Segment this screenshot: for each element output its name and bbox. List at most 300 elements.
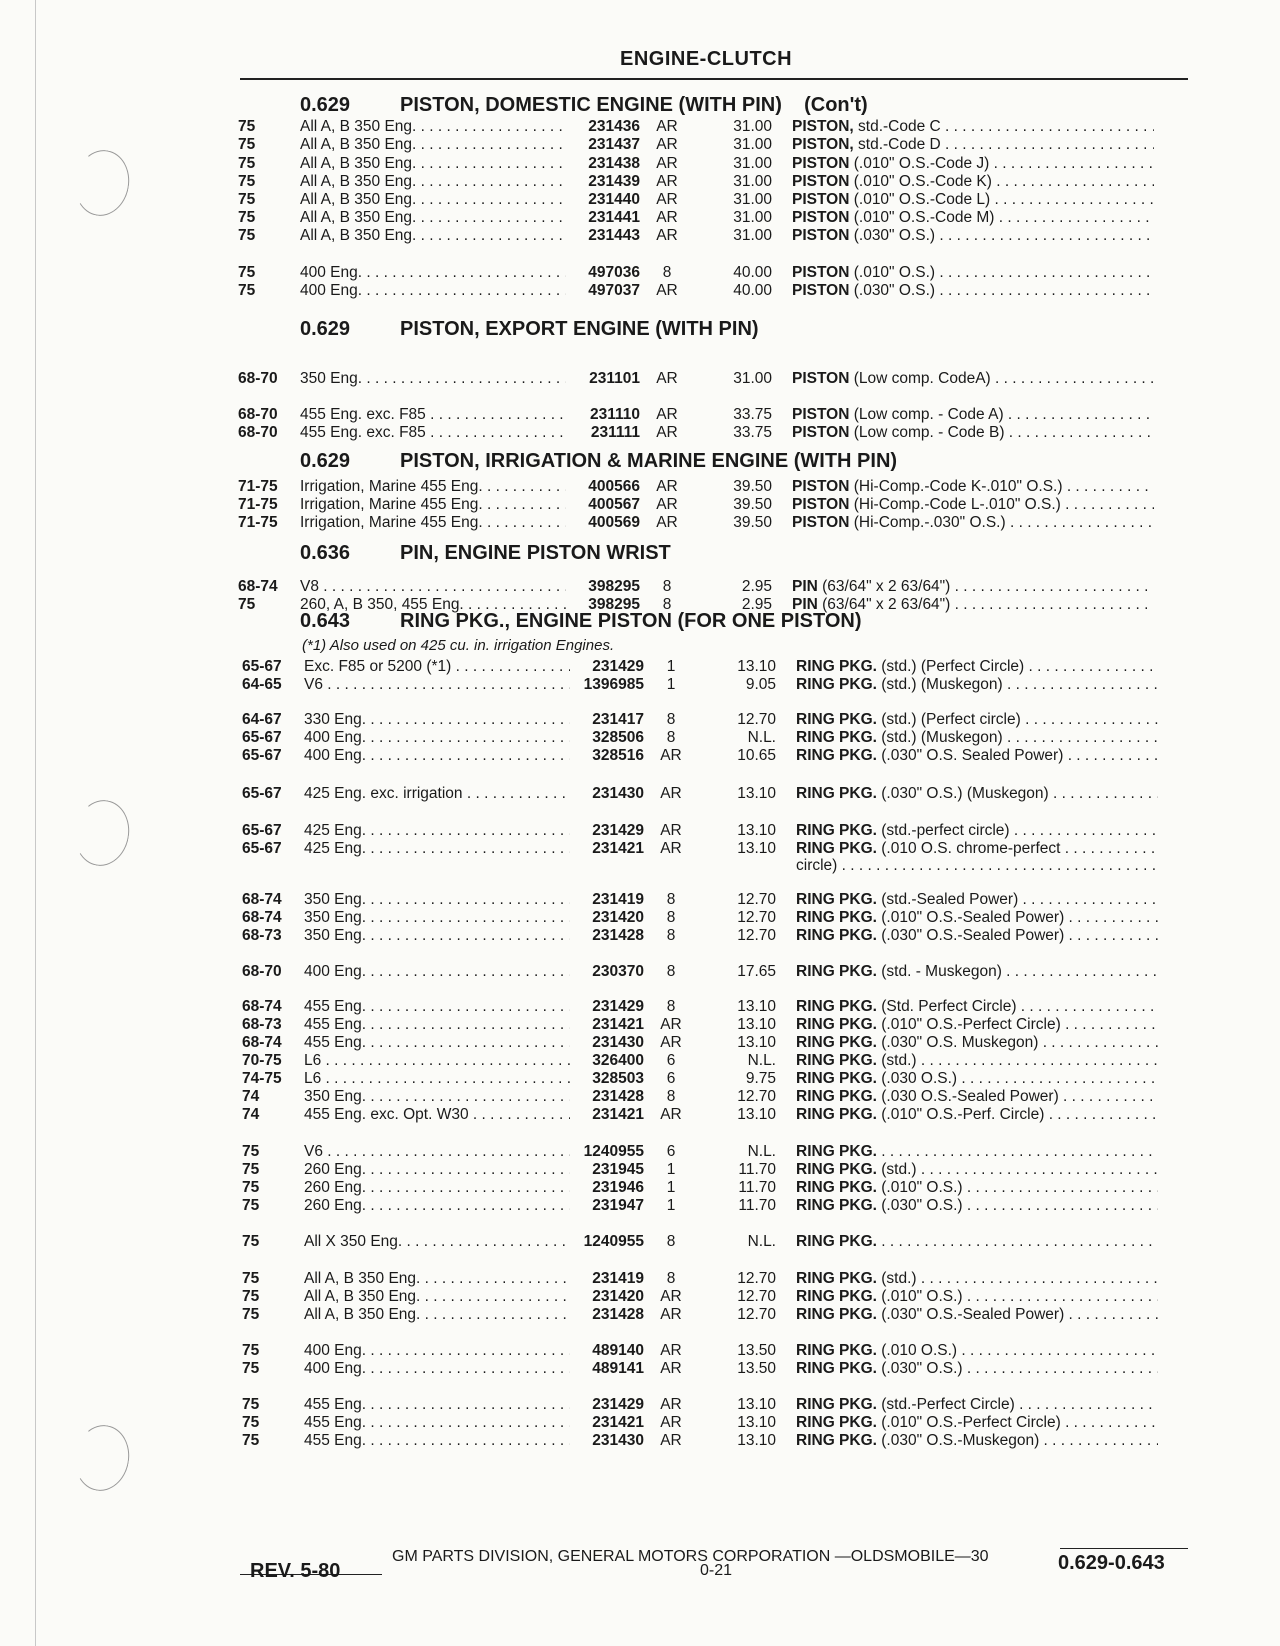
table-row bbox=[242, 1106, 1182, 1124]
part-number: 231111 bbox=[590, 424, 640, 441]
description-detail: (std.) (Perfect Circle) bbox=[876, 658, 1025, 675]
table-row bbox=[242, 1432, 1182, 1450]
price: N.L. bbox=[747, 729, 776, 746]
price: 31.00 bbox=[733, 370, 772, 387]
quantity: AR bbox=[656, 282, 678, 299]
model-year: 75 bbox=[238, 282, 256, 299]
section-note: (*1) Also used on 425 cu. in. irrigation Engines. bbox=[302, 637, 615, 654]
model-year: 75 bbox=[242, 1179, 260, 1196]
price: N.L. bbox=[747, 1052, 776, 1069]
part-number: 231945 bbox=[592, 1161, 644, 1178]
table-row bbox=[242, 711, 1182, 729]
price: 40.00 bbox=[733, 282, 772, 299]
quantity: AR bbox=[660, 1288, 682, 1305]
description-detail: (63/64" x 2 63/64") bbox=[817, 578, 951, 595]
quantity: AR bbox=[656, 118, 678, 135]
description-detail: (.010" O.S.-Code L) bbox=[849, 191, 991, 208]
application: All A, B 350 Eng. . . . bbox=[300, 209, 566, 227]
part-number: 230370 bbox=[592, 963, 644, 980]
model-year: 68-73 bbox=[242, 1016, 282, 1033]
description-name: RING PKG. bbox=[796, 1052, 877, 1069]
punch-hole bbox=[70, 796, 135, 870]
description bbox=[796, 1143, 1158, 1161]
margin-line bbox=[35, 0, 36, 1646]
model-year: 71-75 bbox=[238, 478, 278, 495]
description-name: PISTON bbox=[792, 406, 850, 423]
quantity: AR bbox=[660, 1106, 682, 1123]
part-number: 400569 bbox=[588, 514, 640, 531]
description-detail: (.010" O.S.-Code K) bbox=[849, 173, 992, 190]
group-range: 0.629-0.643 bbox=[1058, 1552, 1165, 1574]
table-row bbox=[238, 478, 1178, 496]
table-row bbox=[242, 676, 1182, 694]
table-row bbox=[242, 1088, 1182, 1106]
part-number: 231420 bbox=[592, 909, 644, 926]
price: 40.00 bbox=[733, 264, 772, 281]
description bbox=[796, 1179, 1158, 1197]
application: 260 Eng. . . . bbox=[304, 1161, 570, 1179]
description-detail: (std.) (Muskegon) bbox=[876, 729, 1003, 746]
model-year: 68-74 bbox=[242, 998, 282, 1015]
description-name: RING PKG. bbox=[796, 1342, 877, 1359]
description-name: RING PKG. bbox=[796, 1197, 877, 1214]
quantity: AR bbox=[660, 1414, 682, 1431]
part-number: 489141 bbox=[592, 1360, 644, 1377]
quantity: 1 bbox=[666, 676, 676, 693]
part-number: 231101 bbox=[589, 370, 640, 387]
quantity: AR bbox=[656, 496, 678, 513]
description bbox=[796, 1288, 1158, 1306]
application: 400 Eng. . . . bbox=[300, 264, 566, 282]
quantity: AR bbox=[656, 424, 678, 441]
part-number: 231443 bbox=[588, 227, 640, 244]
description-name: PISTON bbox=[792, 173, 850, 190]
table-row bbox=[242, 840, 1182, 858]
description bbox=[792, 227, 1154, 245]
description bbox=[796, 1342, 1158, 1360]
application: 400 Eng. . . . bbox=[304, 1360, 570, 1378]
model-year: 70-75 bbox=[242, 1052, 282, 1069]
section-number: 0.629 bbox=[300, 450, 351, 472]
description bbox=[796, 658, 1158, 676]
quantity: 8 bbox=[666, 963, 676, 980]
price: 33.75 bbox=[733, 424, 772, 441]
description bbox=[796, 1360, 1158, 1378]
table-row bbox=[238, 264, 1178, 282]
quantity: 6 bbox=[666, 1070, 676, 1087]
table-row bbox=[242, 1270, 1182, 1288]
punch-hole bbox=[70, 1421, 135, 1495]
application: All A, B 350 Eng. . . . bbox=[300, 155, 566, 173]
model-year: 75 bbox=[242, 1161, 260, 1178]
description bbox=[792, 578, 1154, 596]
part-number: 231947 bbox=[592, 1197, 644, 1214]
model-year: 64-65 bbox=[242, 676, 282, 693]
application: 425 Eng. . . . bbox=[304, 840, 570, 858]
part-number: 231428 bbox=[592, 927, 644, 944]
price: 31.00 bbox=[733, 209, 772, 226]
description-detail: (Low comp. - Code A) bbox=[849, 406, 1004, 423]
table-row bbox=[242, 857, 1182, 875]
part-number: 328516 bbox=[592, 747, 644, 764]
description-detail: (63/64" x 2 63/64") bbox=[817, 596, 951, 613]
quantity: 1 bbox=[666, 1197, 676, 1214]
description-name: RING PKG. bbox=[796, 891, 877, 908]
application: Irrigation, Marine 455 Eng. . . . bbox=[300, 496, 566, 514]
price: 13.10 bbox=[737, 1106, 776, 1123]
quantity: 8 bbox=[666, 909, 676, 926]
quantity: AR bbox=[656, 136, 678, 153]
section-title: PISTON, EXPORT ENGINE (WITH PIN) bbox=[400, 318, 759, 340]
description-name: RING PKG. bbox=[796, 785, 877, 802]
description-name: PISTON bbox=[792, 424, 850, 441]
quantity: AR bbox=[660, 1034, 682, 1051]
model-year: 75 bbox=[238, 227, 256, 244]
description-name: RING PKG. bbox=[796, 1233, 877, 1250]
section-title: PISTON, DOMESTIC ENGINE (WITH PIN) (Con't) bbox=[400, 94, 868, 116]
model-year: 75 bbox=[242, 1360, 260, 1377]
model-year: 75 bbox=[242, 1306, 260, 1323]
application: 260 Eng. . . . bbox=[304, 1197, 570, 1215]
quantity: AR bbox=[656, 370, 678, 387]
application: 455 Eng. exc. F85 . . . bbox=[300, 406, 566, 424]
price: 39.50 bbox=[733, 514, 772, 531]
part-number: 231441 bbox=[588, 209, 640, 226]
model-year: 75 bbox=[242, 1432, 260, 1449]
description bbox=[796, 1052, 1158, 1070]
section-number: 0.636 bbox=[300, 542, 351, 564]
price: 11.70 bbox=[738, 1161, 776, 1178]
description-detail: (.010" O.S.-Sealed Power) bbox=[876, 909, 1065, 926]
table-row bbox=[242, 998, 1182, 1016]
part-number: 231419 bbox=[592, 891, 644, 908]
model-year: 74 bbox=[242, 1088, 260, 1105]
table-row bbox=[238, 424, 1178, 442]
application: V6 . . . bbox=[304, 676, 570, 694]
model-year: 74 bbox=[242, 1106, 260, 1123]
model-year: 75 bbox=[242, 1288, 260, 1305]
table-row bbox=[238, 406, 1178, 424]
application: 350 Eng. . . . bbox=[300, 370, 566, 388]
price: 9.05 bbox=[745, 676, 776, 693]
part-number: 231439 bbox=[588, 173, 640, 190]
part-number: 497037 bbox=[588, 282, 640, 299]
price: 2.95 bbox=[741, 596, 772, 613]
quantity: 8 bbox=[666, 998, 676, 1015]
price: 2.95 bbox=[741, 578, 772, 595]
description bbox=[796, 857, 1158, 875]
description-detail: (std. - Muskegon) bbox=[876, 963, 1002, 980]
application: 425 Eng. . . . bbox=[304, 822, 570, 840]
section-heading bbox=[300, 610, 862, 633]
part-number: 1396985 bbox=[583, 676, 644, 693]
table-row bbox=[238, 118, 1178, 136]
application: All A, B 350 Eng. . . . bbox=[300, 118, 566, 136]
quantity: AR bbox=[660, 1306, 682, 1323]
description-detail: (.010" O.S.-Code M) bbox=[849, 209, 995, 226]
quantity: AR bbox=[656, 514, 678, 531]
quantity: 6 bbox=[666, 1052, 676, 1069]
model-year: 68-70 bbox=[238, 370, 278, 387]
description bbox=[792, 118, 1154, 136]
application: 350 Eng. . . . bbox=[304, 909, 570, 927]
application: L6 . . . bbox=[304, 1052, 570, 1070]
description bbox=[796, 998, 1158, 1016]
table-row bbox=[242, 785, 1182, 803]
description-name: RING PKG. bbox=[796, 909, 877, 926]
description bbox=[792, 370, 1154, 388]
model-year: 68-74 bbox=[242, 891, 282, 908]
description-name: RING PKG. bbox=[796, 1288, 877, 1305]
description-name: PISTON bbox=[792, 264, 850, 281]
table-row bbox=[238, 155, 1178, 173]
quantity: AR bbox=[656, 478, 678, 495]
description-detail: (.030" O.S.) bbox=[849, 282, 936, 299]
part-number: 326400 bbox=[592, 1052, 644, 1069]
price: 11.70 bbox=[738, 1197, 776, 1214]
quantity: AR bbox=[656, 209, 678, 226]
model-year: 65-67 bbox=[242, 840, 282, 857]
price: 12.70 bbox=[737, 891, 776, 908]
description-detail: (std.) bbox=[876, 1161, 917, 1178]
price: 13.10 bbox=[737, 1414, 776, 1431]
description bbox=[796, 1233, 1158, 1251]
price: 9.75 bbox=[745, 1070, 776, 1087]
table-row bbox=[242, 1016, 1182, 1034]
application: 330 Eng. . . . bbox=[304, 711, 570, 729]
quantity: 1 bbox=[666, 1179, 676, 1196]
part-number: 231419 bbox=[592, 1270, 644, 1287]
price: 12.70 bbox=[737, 1088, 776, 1105]
description bbox=[792, 496, 1154, 514]
model-year: 68-74 bbox=[242, 909, 282, 926]
application: All A, B 350 Eng. . . . bbox=[304, 1288, 570, 1306]
quantity: AR bbox=[660, 840, 682, 857]
table-row bbox=[242, 1161, 1182, 1179]
description-name: RING PKG. bbox=[796, 927, 877, 944]
price: 13.10 bbox=[737, 1396, 776, 1413]
description bbox=[796, 1161, 1158, 1179]
description bbox=[796, 1432, 1158, 1450]
description bbox=[792, 514, 1154, 532]
part-number: 231417 bbox=[592, 711, 644, 728]
description bbox=[796, 676, 1158, 694]
description-detail: (.030 O.S.) bbox=[876, 1070, 958, 1087]
model-year: 75 bbox=[242, 1270, 260, 1287]
description-detail: (.010" O.S.-Perfect Circle) bbox=[876, 1016, 1061, 1033]
description-detail: (.030" O.S. Sealed Power) bbox=[876, 747, 1064, 764]
description-detail: (Low comp. CodeA) bbox=[849, 370, 991, 387]
model-year: 65-67 bbox=[242, 658, 282, 675]
price: N.L. bbox=[747, 1143, 776, 1160]
description-detail: (.030 O.S.-Sealed Power) bbox=[876, 1088, 1059, 1105]
model-year: 65-67 bbox=[242, 729, 282, 746]
table-row bbox=[242, 1342, 1182, 1360]
application: All A, B 350 Eng. . . . bbox=[304, 1270, 570, 1288]
description-detail: (std.-Perfect Circle) bbox=[876, 1396, 1015, 1413]
description-name: PISTON, bbox=[792, 118, 854, 135]
table-row bbox=[238, 209, 1178, 227]
description-detail: (Hi-Comp.-Code L-.010" O.S.) bbox=[849, 496, 1061, 513]
table-row bbox=[242, 1306, 1182, 1324]
quantity: AR bbox=[660, 1360, 682, 1377]
description bbox=[792, 155, 1154, 173]
description bbox=[796, 909, 1158, 927]
table-row bbox=[238, 136, 1178, 154]
description bbox=[792, 173, 1154, 191]
description bbox=[792, 191, 1154, 209]
description-name: PISTON, bbox=[792, 136, 854, 153]
part-number: 231421 bbox=[592, 1016, 644, 1033]
application: 400 Eng. . . . bbox=[304, 729, 570, 747]
part-number: 398295 bbox=[588, 596, 640, 613]
footer-publisher: GM PARTS DIVISION, GENERAL MOTORS CORPORATION —OLDSMOBILE—30 bbox=[392, 1548, 989, 1565]
description-name: RING PKG. bbox=[796, 822, 877, 839]
description-detail: (Hi-Comp.-.030" O.S.) bbox=[849, 514, 1006, 531]
description-name: PISTON bbox=[792, 209, 850, 226]
description-name: PISTON bbox=[792, 496, 850, 513]
description-detail: (Hi-Comp.-Code K-.010" O.S.) bbox=[849, 478, 1063, 495]
quantity: AR bbox=[660, 1396, 682, 1413]
quantity: 8 bbox=[666, 891, 676, 908]
part-number: 398295 bbox=[588, 578, 640, 595]
description-detail: (std.) bbox=[876, 1270, 917, 1287]
description bbox=[792, 136, 1154, 154]
application: All A, B 350 Eng. . . . bbox=[300, 191, 566, 209]
table-row bbox=[238, 191, 1178, 209]
quantity: 8 bbox=[666, 1233, 676, 1250]
application: 425 Eng. exc. irrigation . . . bbox=[304, 785, 570, 803]
table-row bbox=[242, 1197, 1182, 1215]
description-name: RING PKG. bbox=[796, 1179, 877, 1196]
model-year: 75 bbox=[238, 596, 256, 613]
part-number: 231429 bbox=[592, 998, 644, 1015]
application: All A, B 350 Eng. . . . bbox=[304, 1306, 570, 1324]
section-title: PIN, ENGINE PISTON WRIST bbox=[400, 542, 671, 564]
price: 10.65 bbox=[737, 747, 776, 764]
application: 455 Eng. exc. F85 . . . bbox=[300, 424, 566, 442]
section-number: 0.629 bbox=[300, 94, 351, 116]
description-detail: (.030" O.S.-Sealed Power) bbox=[876, 927, 1065, 944]
part-number: 231421 bbox=[592, 840, 644, 857]
quantity: 1 bbox=[666, 658, 676, 675]
description-name: RING PKG. bbox=[796, 1396, 877, 1413]
description-name: RING PKG. bbox=[796, 840, 877, 857]
price: 39.50 bbox=[733, 478, 772, 495]
part-number: 231438 bbox=[588, 155, 640, 172]
price: 13.10 bbox=[737, 785, 776, 802]
table-row bbox=[238, 370, 1178, 388]
punch-hole bbox=[70, 146, 135, 220]
part-number: 497036 bbox=[588, 264, 640, 281]
description-name: PISTON bbox=[792, 227, 850, 244]
quantity: 8 bbox=[666, 729, 676, 746]
table-row bbox=[242, 1288, 1182, 1306]
part-number: 489140 bbox=[592, 1342, 644, 1359]
description-detail: (std.) (Perfect circle) bbox=[876, 711, 1021, 728]
description-detail: (.030" O.S.) bbox=[849, 227, 936, 244]
part-number: 231437 bbox=[588, 136, 640, 153]
section-title: PISTON, IRRIGATION & MARINE ENGINE (WITH PIN) bbox=[400, 450, 898, 472]
model-year: 65-67 bbox=[242, 747, 282, 764]
description-name: RING PKG. bbox=[796, 1143, 877, 1160]
table-row bbox=[242, 747, 1182, 765]
description-name: RING PKG. bbox=[796, 1360, 877, 1377]
table-row bbox=[238, 496, 1178, 514]
quantity: AR bbox=[660, 1342, 682, 1359]
model-year: 75 bbox=[242, 1414, 260, 1431]
table-row bbox=[242, 1070, 1182, 1088]
model-year: 75 bbox=[242, 1396, 260, 1413]
header-rule bbox=[240, 78, 1188, 80]
price: 13.10 bbox=[737, 1034, 776, 1051]
model-year: 68-70 bbox=[238, 406, 278, 423]
description-name: PIN bbox=[792, 578, 818, 595]
quantity: 6 bbox=[666, 1143, 676, 1160]
application: 400 Eng. . . . bbox=[304, 1342, 570, 1360]
part-number: 231429 bbox=[592, 658, 644, 675]
description-name: PISTON bbox=[792, 282, 850, 299]
price: 13.10 bbox=[737, 1432, 776, 1449]
description-detail: (.030" O.S.-Muskegon) bbox=[876, 1432, 1040, 1449]
application: 455 Eng. exc. Opt. W30 . . . bbox=[304, 1106, 570, 1124]
price: 17.65 bbox=[737, 963, 776, 980]
description-name: RING PKG. bbox=[796, 676, 877, 693]
part-number: 231421 bbox=[592, 1106, 644, 1123]
price: 31.00 bbox=[733, 118, 772, 135]
model-year: 68-70 bbox=[238, 424, 278, 441]
description-detail: (.030" O.S.) bbox=[876, 1197, 963, 1214]
description-name: RING PKG. bbox=[796, 1270, 877, 1287]
price: 13.10 bbox=[737, 822, 776, 839]
table-row bbox=[242, 909, 1182, 927]
description-detail: (.010" O.S.) bbox=[876, 1288, 963, 1305]
application: All A, B 350 Eng. . . . bbox=[300, 227, 566, 245]
application: All A, B 350 Eng. . . . bbox=[300, 173, 566, 191]
price: 33.75 bbox=[733, 406, 772, 423]
description-name: RING PKG. bbox=[796, 729, 877, 746]
quantity: 8 bbox=[662, 578, 672, 595]
description-detail: std.-Code D bbox=[853, 136, 941, 153]
description bbox=[796, 747, 1158, 765]
part-number: 231421 bbox=[592, 1414, 644, 1431]
part-number: 231420 bbox=[592, 1288, 644, 1305]
model-year: 75 bbox=[242, 1197, 260, 1214]
description-name: RING PKG. bbox=[796, 711, 877, 728]
quantity: AR bbox=[660, 1016, 682, 1033]
application: Irrigation, Marine 455 Eng. . . . bbox=[300, 478, 566, 496]
model-year: 75 bbox=[238, 173, 256, 190]
part-number: 231430 bbox=[592, 1034, 644, 1051]
application: 350 Eng. . . . bbox=[304, 891, 570, 909]
description-name: RING PKG. bbox=[796, 1016, 877, 1033]
description-detail: (.030" O.S.) bbox=[876, 1360, 963, 1377]
application: 455 Eng. . . . bbox=[304, 1432, 570, 1450]
description bbox=[796, 1396, 1158, 1414]
part-number: 231428 bbox=[592, 1306, 644, 1323]
application: V8 . . . bbox=[300, 578, 566, 596]
description-name: RING PKG. bbox=[796, 1432, 877, 1449]
description bbox=[796, 729, 1158, 747]
price: 12.70 bbox=[737, 1306, 776, 1323]
page-header: ENGINE-CLUTCH bbox=[620, 48, 793, 70]
application: 260 Eng. . . . bbox=[304, 1179, 570, 1197]
application: All X 350 Eng. . . . bbox=[304, 1233, 570, 1251]
description-detail: (.010 O.S. chrome-perfect bbox=[876, 840, 1061, 857]
application: 400 Eng. . . . bbox=[304, 747, 570, 765]
price: 13.10 bbox=[737, 840, 776, 857]
quantity: 8 bbox=[666, 1088, 676, 1105]
